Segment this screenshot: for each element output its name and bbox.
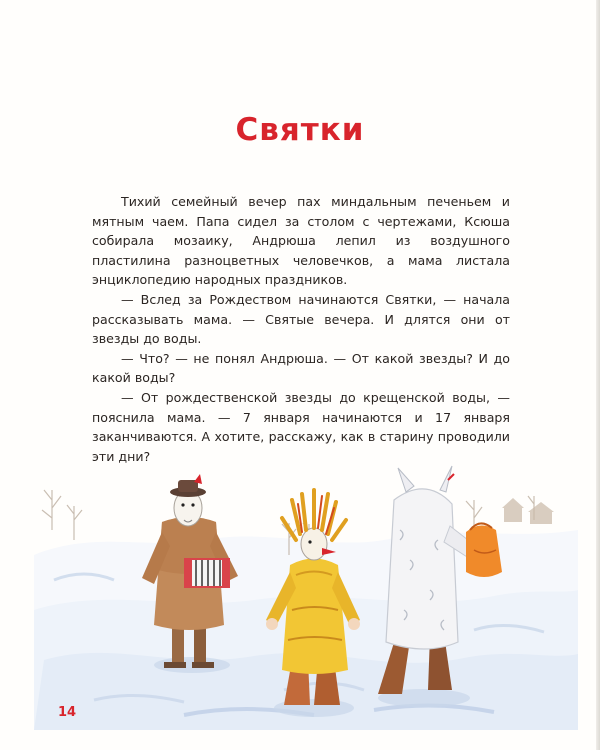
mummers-illustration bbox=[34, 460, 578, 730]
distant-village bbox=[502, 498, 554, 524]
paragraph: — От рождественской звезды до крещенской воды, — пояснила мама. — 7 января начинаются и 17 января заканчиваются. А хотите, расскажу, как в старину проводили эти дни? bbox=[92, 389, 510, 464]
paragraph: Тихий семейный вечер пах миндальным печеньем и мятным чаем. Папа сидел за столом с чертежами, Ксюша собирала мозаику, Андрюша лепил из воздушного пластилина разноцветных человечков, а мама листала энциклопедию народных праздников. bbox=[92, 194, 510, 288]
bag-icon bbox=[466, 523, 502, 577]
accordion-icon bbox=[184, 558, 230, 588]
paragraph: — Что? — не понял Андрюша. — От какой звезды? И до какой воды? bbox=[92, 350, 510, 386]
paragraph: — Вслед за Рождеством начинаются Святки, — начала рассказывать мама. — Святые вечера. И длятся они от звезды до воды. bbox=[92, 291, 510, 347]
page-number: 14 bbox=[58, 705, 77, 720]
story-text bbox=[92, 192, 510, 466]
chapter-title: Святки bbox=[235, 112, 365, 148]
